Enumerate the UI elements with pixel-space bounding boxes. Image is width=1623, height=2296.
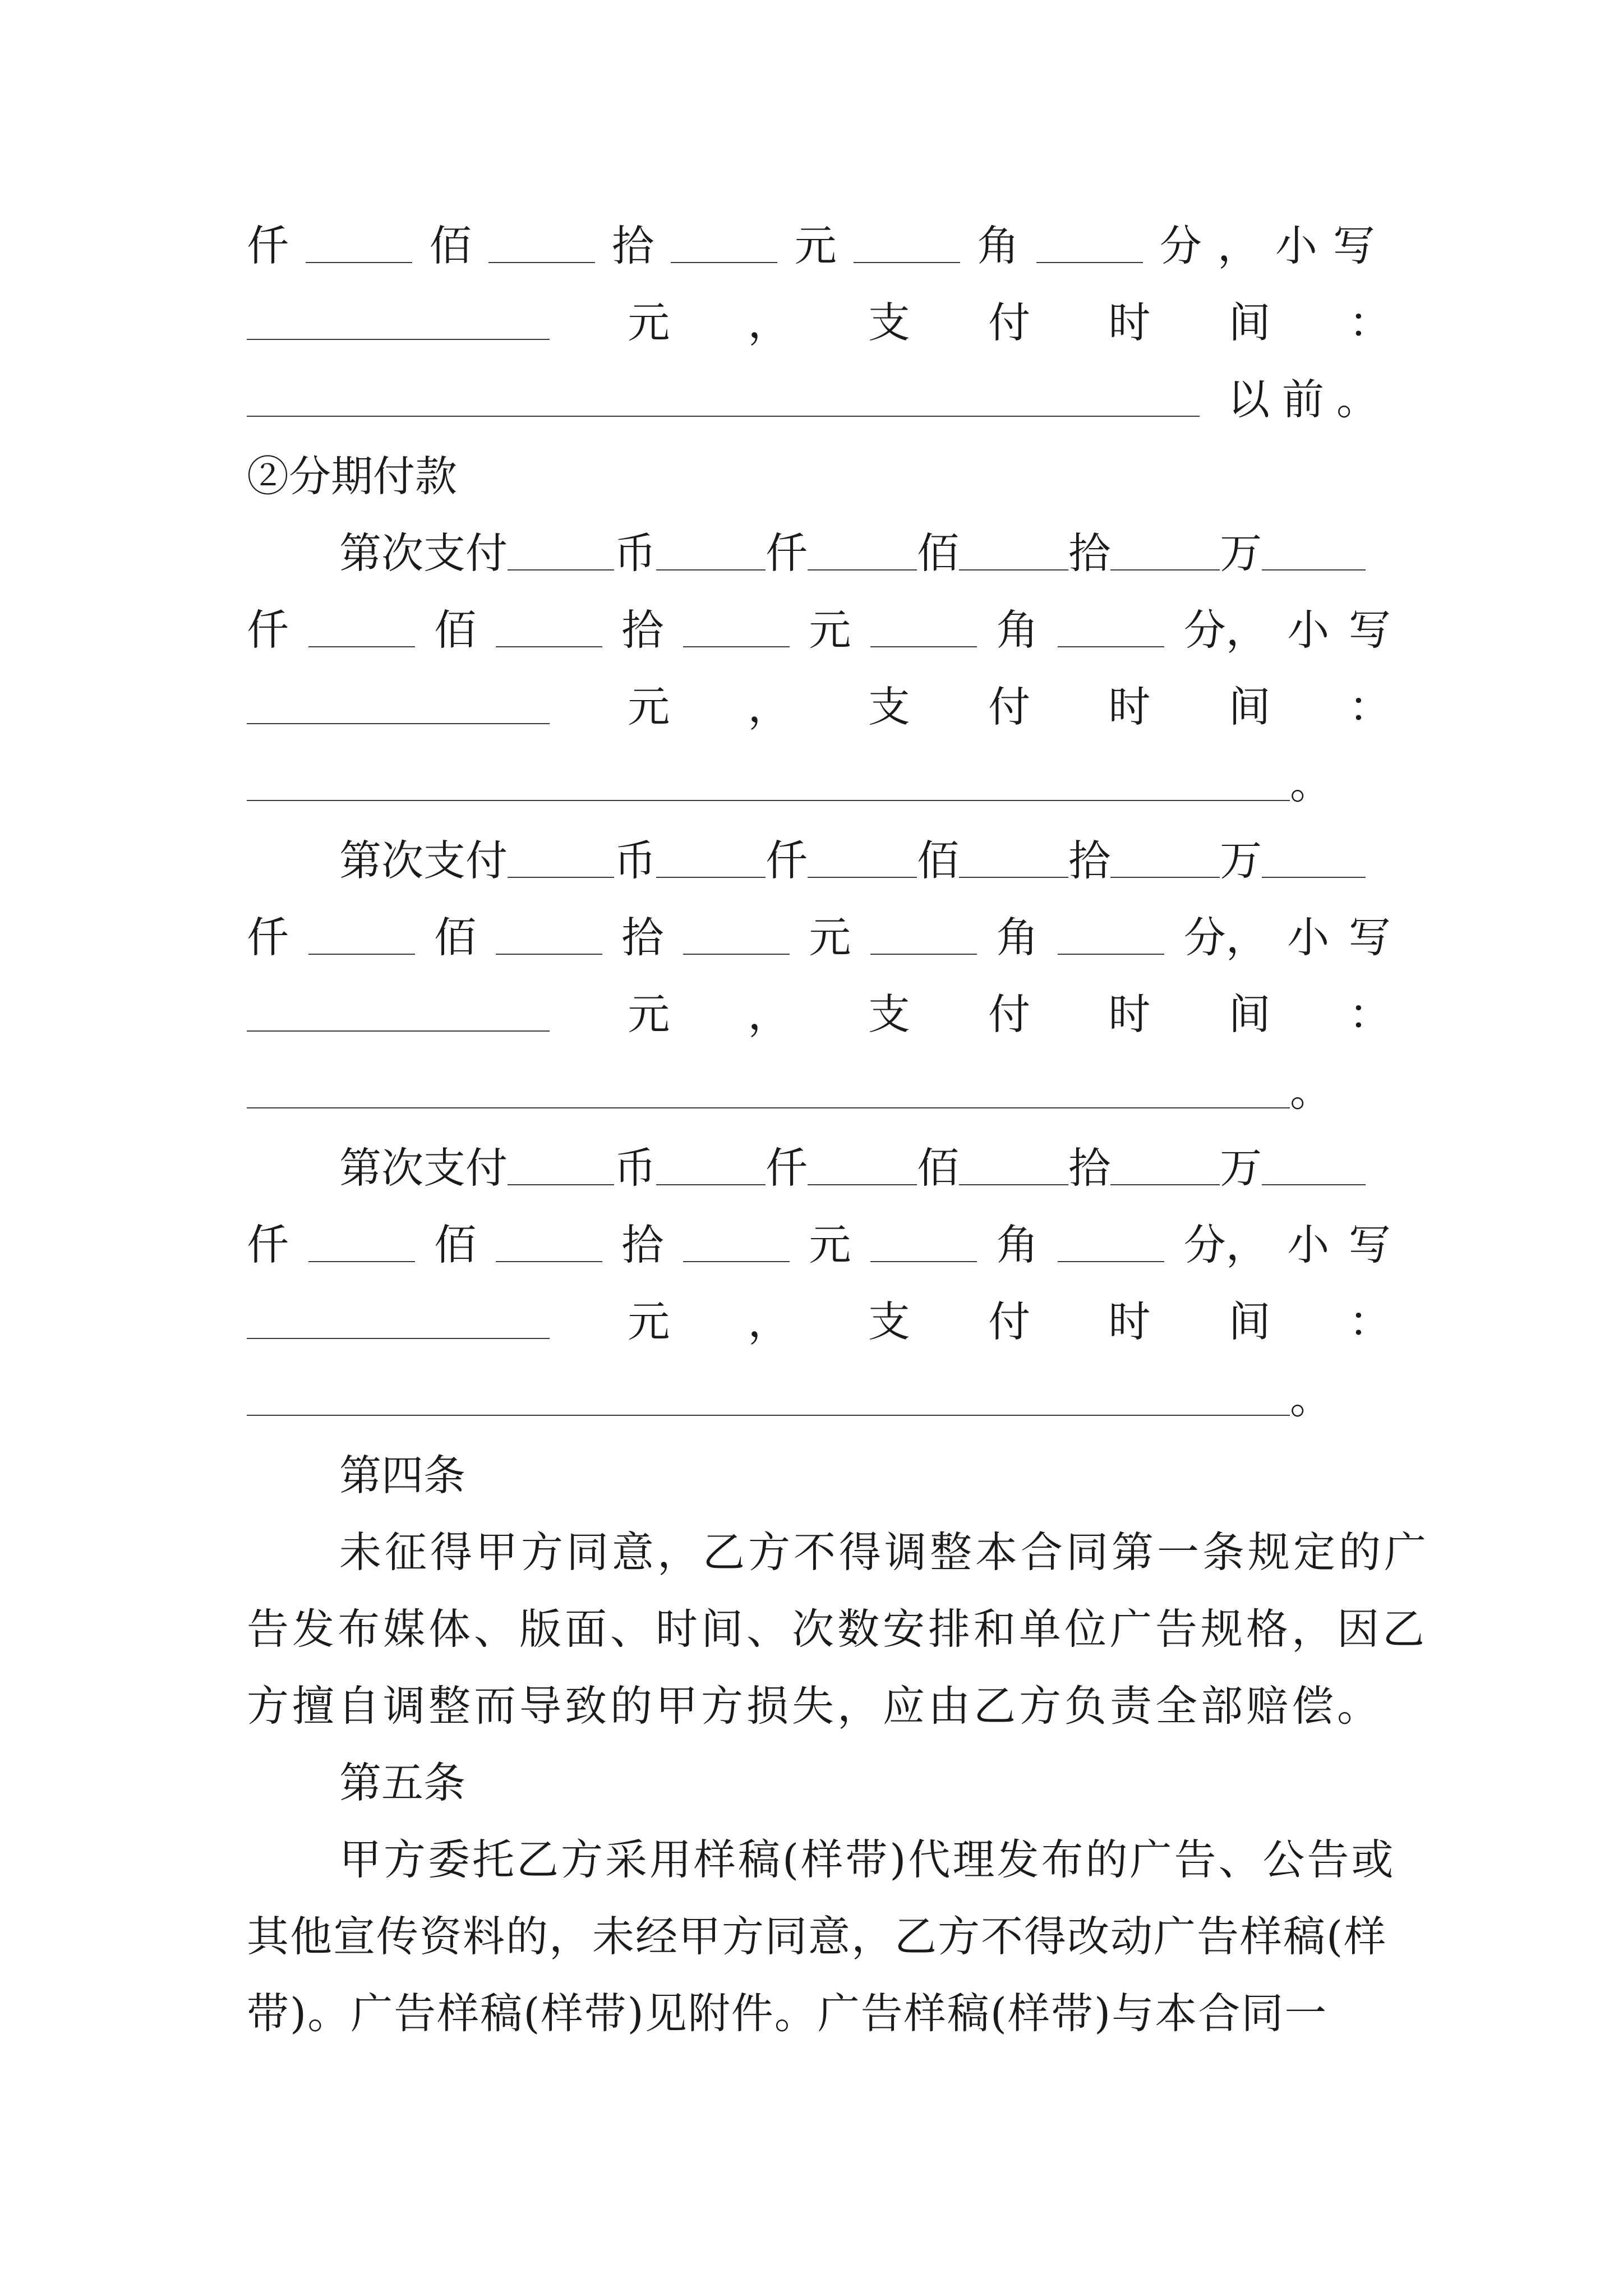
unit-label: 万 [1220, 528, 1262, 578]
unit-label: 小 [1287, 1220, 1330, 1269]
unit-label: 拾 [621, 913, 664, 962]
payment-date-blank [247, 767, 1290, 801]
label-char: ： [1348, 682, 1391, 731]
amount-blank [308, 614, 415, 647]
unit-label: 佰 [434, 605, 477, 655]
unit-label: 拾 [1068, 528, 1111, 578]
amount-blank [1110, 844, 1220, 878]
label-char: ， [748, 990, 790, 1039]
amount-blank [656, 537, 766, 570]
installment-line-2 [247, 592, 1391, 669]
lowercase-amount-blank [247, 998, 550, 1032]
label-char: 支 [868, 1297, 910, 1346]
installment-line-1 [339, 822, 1391, 899]
amount-blank [683, 1228, 790, 1262]
label-char: ： [1348, 1297, 1391, 1346]
unit-label: 分， [1183, 605, 1268, 655]
amount-blank [1110, 537, 1220, 570]
amount-blank [1058, 614, 1164, 647]
payment-date-blank [247, 383, 1200, 417]
label-char: 间 [1228, 682, 1271, 731]
currency-blank [508, 1152, 614, 1185]
unit-label: 拾 [621, 605, 664, 655]
amount-blank [308, 921, 415, 955]
amount-blank [854, 229, 960, 263]
label-char: 元 [628, 682, 670, 731]
amount-blank [683, 614, 790, 647]
article-5-line: 带)。广告样稿(样带)见附件。广告样稿(样带)与本合同一 [247, 1989, 1328, 2038]
unit-label: 万 [1220, 836, 1262, 885]
label-char: 时 [1108, 990, 1151, 1039]
lowercase-amount-blank [247, 1305, 550, 1339]
payment-time-line [247, 284, 1391, 361]
unit-label: 仟 [247, 221, 289, 270]
amount-blank [656, 844, 766, 878]
period-mark: 。 [1290, 1066, 1332, 1116]
unit-label: 仟 [766, 528, 808, 578]
unit-label: 元 [809, 605, 851, 655]
article-4-heading: 第四条 [339, 1451, 466, 1500]
unit-label: 拾 [621, 1220, 664, 1269]
amount-blank [870, 1228, 977, 1262]
amount-line [247, 208, 1391, 284]
unit-label: 角 [996, 913, 1039, 962]
lowercase-amount-blank [247, 306, 550, 340]
label-char: 付 [988, 682, 1031, 731]
installment-line-3 [247, 669, 1391, 746]
installment-line-1 [339, 515, 1391, 592]
article-5-line: 其他宣传资料的，未经甲方同意，乙方不得改动广告样稿(样 [247, 1912, 1387, 1961]
amount-blank [1262, 1152, 1366, 1185]
unit-label: 小 [1287, 913, 1330, 962]
label-char: ： [1348, 298, 1391, 347]
unit-label: 分，小写 [1159, 221, 1391, 270]
unit-label: 仟 [766, 1143, 808, 1193]
label-char: 付 [988, 298, 1031, 347]
installment-line-2 [247, 1207, 1391, 1283]
article-5-heading: 第五条 [339, 1758, 466, 1807]
installment-line-3 [247, 976, 1391, 1053]
amount-blank [308, 1228, 415, 1262]
installment-line-4 [247, 746, 1391, 822]
label-char: 支 [868, 990, 910, 1039]
amount-blank [959, 1152, 1068, 1185]
label-char: 时 [1108, 298, 1151, 347]
amount-blank [959, 844, 1068, 878]
amount-blank [808, 1152, 917, 1185]
unit-label: 佰 [917, 528, 960, 578]
unit-label: 角 [996, 605, 1039, 655]
label-char: ， [748, 1297, 790, 1346]
amount-blank [496, 921, 602, 955]
unit-label: 仟 [247, 1220, 289, 1269]
unit-label: 元 [809, 913, 851, 962]
label-char: ， [748, 682, 790, 731]
article-4-line: 方擅自调整而导致的甲方损失，应由乙方负责全部赔偿。 [247, 1681, 1383, 1731]
period-mark: 。 [1290, 1374, 1332, 1423]
label-char: 支 [868, 682, 910, 731]
unit-label: 角 [996, 1220, 1039, 1269]
installment-line-1 [339, 1130, 1391, 1207]
article-5-line: 甲方委托乙方采用样稿(样带)代理发布的广告、公告或 [339, 1835, 1396, 1884]
amount-blank [671, 229, 777, 263]
amount-blank [1058, 1228, 1164, 1262]
unit-label: 佰 [429, 221, 472, 270]
label-char: 间 [1228, 990, 1271, 1039]
payment-date-blank [247, 1075, 1290, 1108]
amount-blank [656, 1152, 766, 1185]
amount-blank [1036, 229, 1143, 263]
unit-label: 分， [1183, 1220, 1268, 1269]
installment-label: 第次支付 [339, 528, 508, 578]
installment-label: 第次支付 [339, 836, 508, 885]
unit-label: 佰 [434, 1220, 477, 1269]
amount-blank [1058, 921, 1164, 955]
unit-label: 写 [1348, 913, 1391, 962]
currency-blank [508, 537, 614, 570]
unit-label: 万 [1220, 1143, 1262, 1193]
article-4-line: 未征得甲方同意，乙方不得调整本合同第一条规定的广 [339, 1527, 1430, 1577]
installment-line-2 [247, 899, 1391, 976]
amount-blank [959, 537, 1068, 570]
amount-blank [488, 229, 595, 263]
unit-label: 币 [614, 836, 657, 885]
amount-blank [1262, 844, 1366, 878]
payment-date-blank [247, 1382, 1290, 1416]
article-4-line: 告发布媒体、版面、时间、次数安排和单位广告规格，因乙 [247, 1604, 1428, 1654]
unit-label: 币 [614, 528, 657, 578]
amount-blank [496, 1228, 602, 1262]
amount-blank [870, 921, 977, 955]
unit-label: 佰 [434, 913, 477, 962]
unit-label: 写 [1348, 1220, 1391, 1269]
amount-blank [870, 614, 977, 647]
label-char: 元 [628, 1297, 670, 1346]
unit-label: 角 [977, 221, 1020, 270]
label-char: 时 [1108, 1297, 1151, 1346]
unit-label: 币 [614, 1143, 657, 1193]
unit-label: 小 [1287, 605, 1330, 655]
unit-label: 分， [1183, 913, 1268, 962]
label-char: 付 [988, 1297, 1031, 1346]
unit-label: 佰 [917, 1143, 960, 1193]
unit-label: 元 [809, 1220, 851, 1269]
unit-label: 仟 [766, 836, 808, 885]
unit-label: 仟 [247, 605, 289, 655]
amount-blank [496, 614, 602, 647]
label-char: 间 [1228, 1297, 1271, 1346]
label-char: 元 [628, 298, 670, 347]
label-char: 元 [628, 990, 670, 1039]
unit-label: 写 [1348, 605, 1391, 655]
unit-label: 拾 [612, 221, 654, 270]
payment-date-line [247, 361, 1391, 438]
amount-blank [306, 229, 412, 263]
label-char: 间 [1228, 298, 1271, 347]
label-char: 时 [1108, 682, 1151, 731]
unit-label: 元 [794, 221, 837, 270]
label-char: 付 [988, 990, 1031, 1039]
amount-blank [808, 537, 917, 570]
amount-blank [683, 921, 790, 955]
amount-blank [808, 844, 917, 878]
installment-line-4 [247, 1053, 1391, 1130]
currency-blank [508, 844, 614, 878]
installment-line-4 [247, 1360, 1391, 1437]
unit-label: 佰 [917, 836, 960, 885]
installment-label: 第次支付 [339, 1143, 508, 1193]
unit-label: 拾 [1068, 836, 1111, 885]
label-char: ， [748, 298, 790, 347]
amount-blank [1262, 537, 1366, 570]
lowercase-amount-blank [247, 691, 550, 724]
unit-label: 仟 [247, 913, 289, 962]
period-mark: 。 [1290, 759, 1332, 808]
before-label: 以前。 [1227, 375, 1391, 424]
unit-label: 拾 [1068, 1143, 1111, 1193]
installment-line-3 [247, 1283, 1391, 1360]
label-char: ： [1348, 990, 1391, 1039]
label-char: 支 [868, 298, 910, 347]
installment-heading: ②分期付款 [247, 452, 458, 501]
amount-blank [1110, 1152, 1220, 1185]
